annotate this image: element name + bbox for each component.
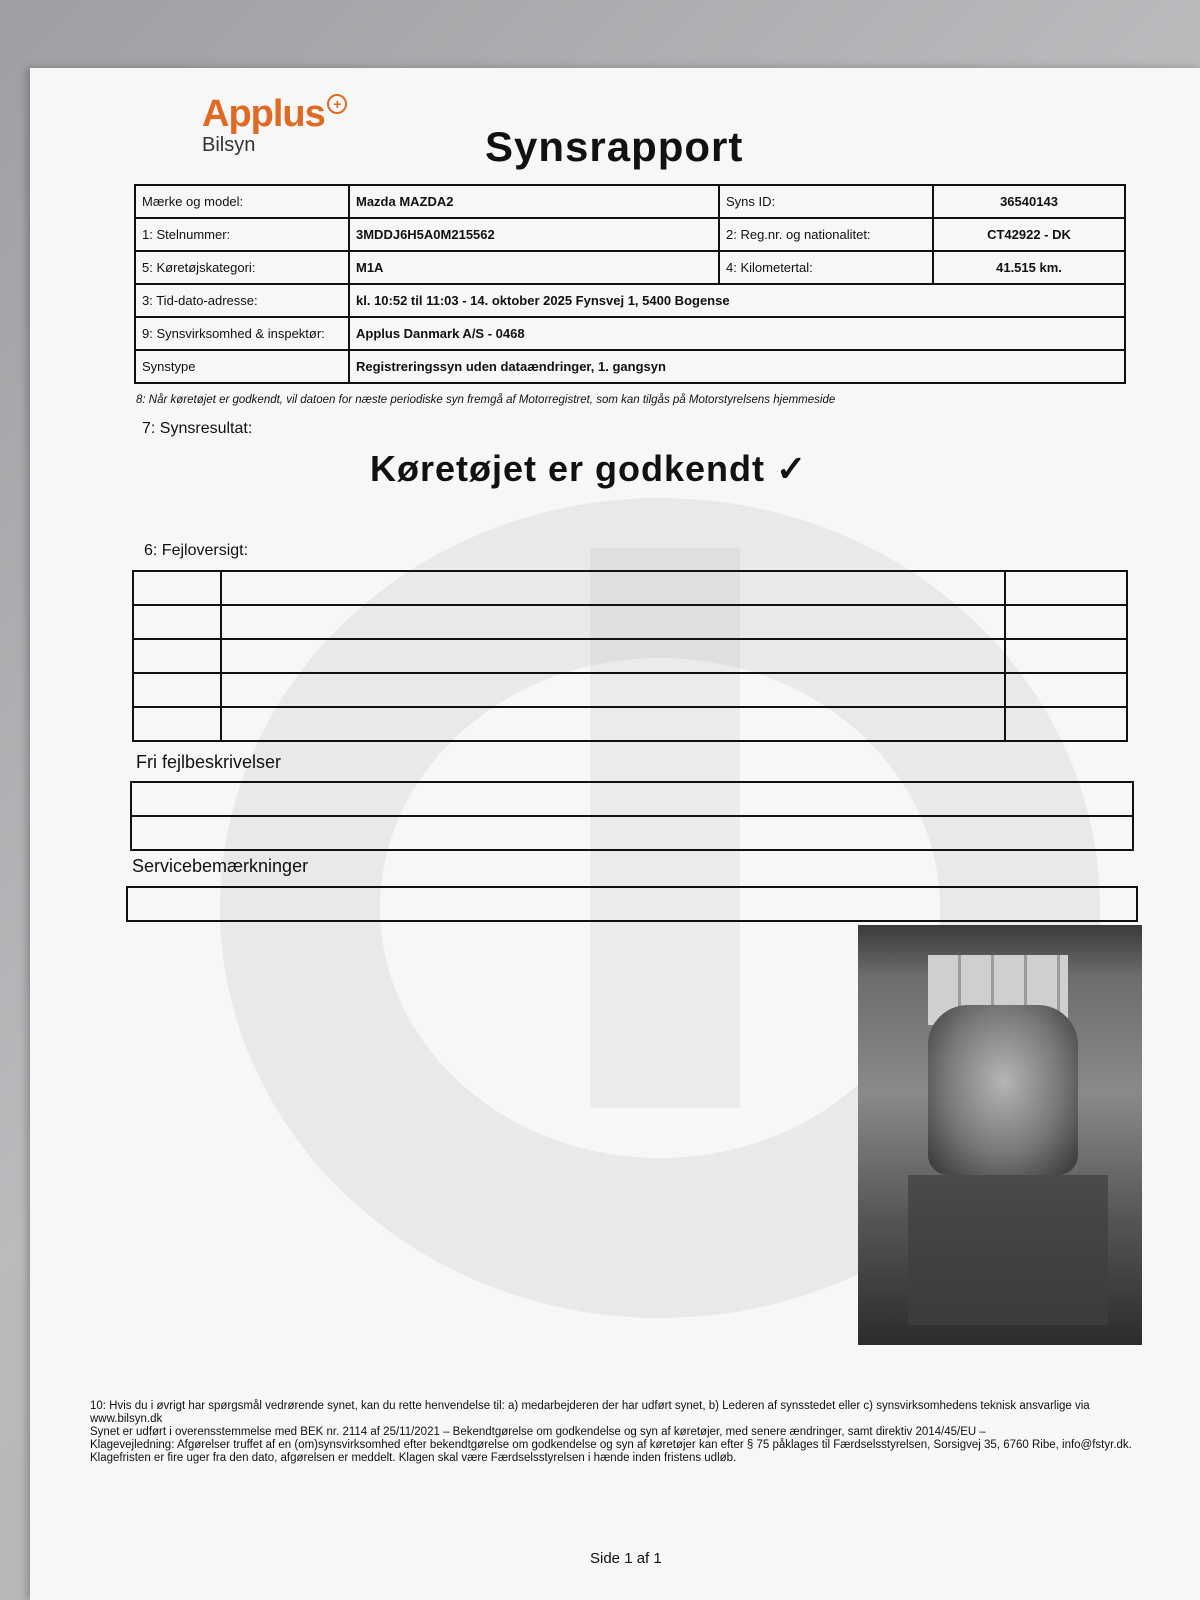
inspector-value: Applus Danmark A/S - 0468 (349, 317, 1125, 350)
logo-plus-icon: + (327, 94, 347, 114)
service-box (126, 886, 1138, 922)
result-text: Køretøjet er godkendt ✓ (370, 448, 808, 489)
table-row (133, 673, 1127, 707)
category-label: 5: Køretøjskategori: (135, 251, 349, 284)
km-value: 41.515 km. (933, 251, 1125, 284)
table-row (133, 707, 1127, 741)
table-row (135, 284, 1125, 317)
logo-sub: Bilsyn (202, 134, 256, 156)
table-row (133, 639, 1127, 673)
table-row (135, 185, 1125, 218)
footer-line-3: Klagevejledning: Afgørelser truffet af en (om)synsvirksomhed efter bekendtgørelse om godkendelse og syn af køretøjer kan efter § 75 påklages til Færdselsstyrelsen, Sorsigvej 35, 6760 Ribe, info@fstyr.dk. Klagefristen er fire uger fra den dato, afgørelsen er meddelt. Klagen skal være Færdselsstyrelsen i hænde inden fristens udløb. (90, 1439, 1132, 1464)
time-label: 3: Tid-dato-adresse: (135, 284, 349, 317)
syns-id-label: Syns ID: (719, 185, 933, 218)
result-label: 7: Synsresultat: (142, 420, 253, 437)
footer-line-1: 10: Hvis du i øvrigt har spørgsmål vedrørende synet, kan du rette henvendelse til: a) medarbejderen der har udført synet, b) Lederen af synsstedet eller c) synsvirksomhedens teknisk ansvarlige via www.bilsyn.dk (90, 1400, 1090, 1425)
table-row (135, 317, 1125, 350)
table-row (135, 218, 1125, 251)
note-8: 8: Når køretøjet er godkendt, vil datoen for næste periodiske syn fremgå af Motorregistret, som kan tilgås på Motorstyrelsens hjemmeside (136, 394, 836, 406)
page-title: Synsrapport (485, 123, 744, 170)
syns-id-value: 36540143 (933, 185, 1125, 218)
service-label: Servicebemærkninger (132, 856, 309, 876)
make-value: Mazda MAZDA2 (349, 185, 719, 218)
make-label: Mærke og model: (135, 185, 349, 218)
fejl-table (132, 570, 1128, 742)
applus-logo (202, 94, 347, 156)
logo-brand: Applus (202, 93, 325, 135)
vehicle-info-table (134, 184, 1126, 384)
fri-box-1 (130, 781, 1134, 817)
fri-box-2 (130, 815, 1134, 851)
table-row (135, 251, 1125, 284)
type-label: Synstype (135, 350, 349, 383)
vehicle-photo (858, 925, 1142, 1345)
category-value: M1A (349, 251, 719, 284)
type-value: Registreringssyn uden dataændringer, 1. gangsyn (349, 350, 1125, 383)
table-row (133, 605, 1127, 639)
footer-text (90, 1400, 1160, 1465)
fri-label: Fri fejlbeskrivelser (136, 752, 282, 772)
reg-label: 2: Reg.nr. og nationalitet: (719, 218, 933, 251)
table-row (133, 571, 1127, 605)
page-number: Side 1 af 1 (590, 1550, 662, 1567)
reg-value: CT42922 - DK (933, 218, 1125, 251)
vin-value: 3MDDJ6H5A0M215562 (349, 218, 719, 251)
fejl-label: 6: Fejloversigt: (144, 542, 249, 559)
footer-line-2: Synet er udført i overensstemmelse med BEK nr. 2114 af 25/11/2021 – Bekendtgørelse om godkendelse og syn af køretøjer, med senere ændringer, samt direktiv 2014/45/EU – (90, 1426, 986, 1438)
floor-shadow (908, 1175, 1108, 1325)
report-page (30, 68, 1200, 1600)
inspector-label: 9: Synsvirksomhed & inspektør: (135, 317, 349, 350)
car-image (928, 1005, 1078, 1175)
table-row (135, 350, 1125, 383)
km-label: 4: Kilometertal: (719, 251, 933, 284)
time-value: kl. 10:52 til 11:03 - 14. oktober 2025 Fynsvej 1, 5400 Bogense (349, 284, 1125, 317)
vin-label: 1: Stelnummer: (135, 218, 349, 251)
